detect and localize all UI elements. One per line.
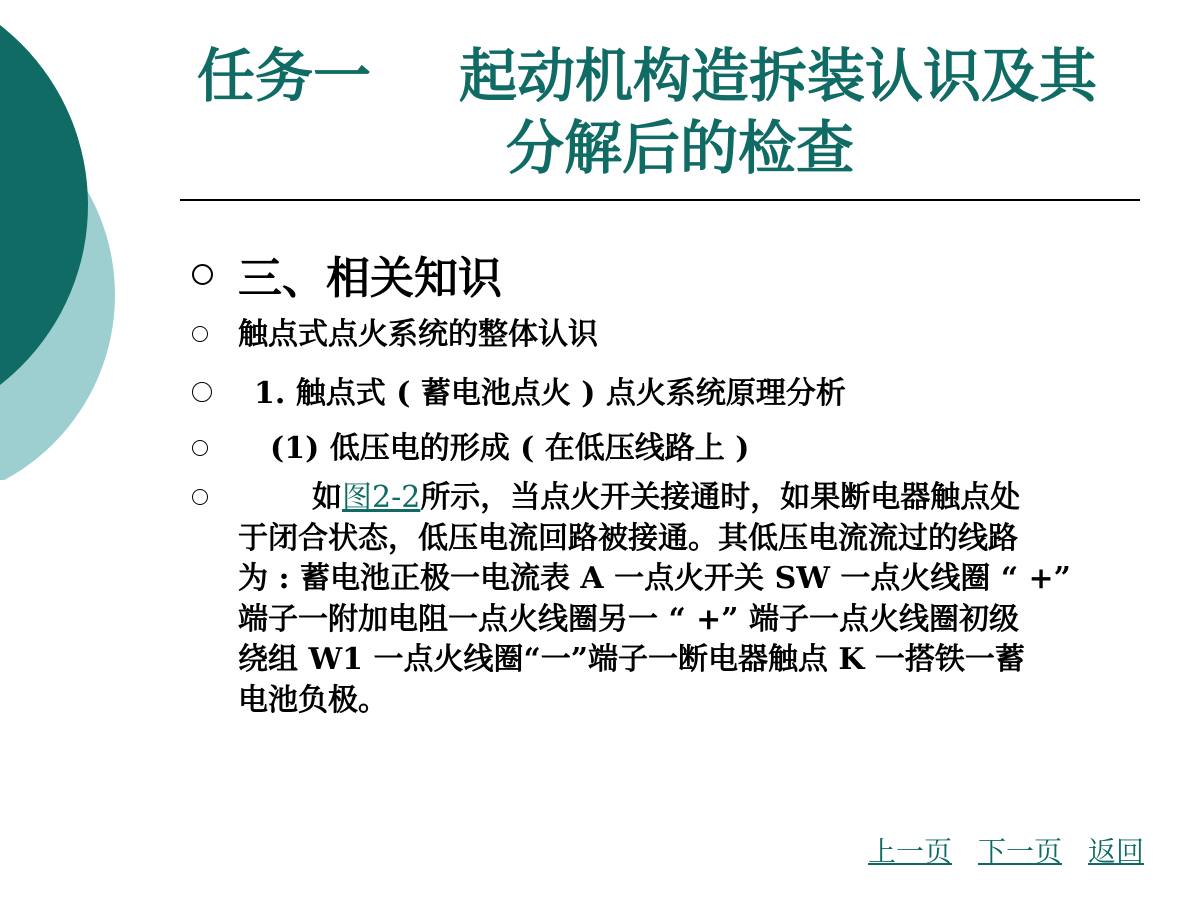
paragraph-line: 电池负极。: [238, 682, 388, 718]
heading-text: 三、相关知识: [238, 253, 502, 304]
bullet-circle-icon: [192, 440, 208, 456]
bullet-heading: [192, 250, 1132, 310]
title-main: 起动机构造拆装认识及其: [459, 42, 1098, 110]
slide-navigation: [868, 834, 1144, 870]
paragraph-line: 于闭合状态，低压电流回路被接通。其低压电流流过的线路: [238, 520, 1018, 556]
back-link[interactable]: 返回: [1087, 835, 1144, 868]
paragraph-prefix: 如: [312, 480, 342, 515]
bullet-paragraph: [192, 478, 1132, 718]
title-line-2: 分解后的检查: [505, 114, 854, 182]
bullet-circle-icon: [192, 382, 212, 402]
bullet-circle-icon: [192, 489, 208, 505]
bullet-item: [192, 375, 1132, 415]
paragraph-line: [238, 478, 1132, 519]
next-page-link[interactable]: 下一页: [977, 835, 1062, 868]
title-line-1: [180, 40, 1140, 112]
bullet-item: [192, 430, 1132, 470]
paragraph-line: 绕组 W1 一点火线圈“一”端子一断电器触点 K 一搭铁一蓄: [238, 642, 1025, 677]
prev-page-link[interactable]: 上一页: [867, 835, 952, 868]
paragraph-line: 端子一附加电阻一点火线圈另一 “ +” 端子一点火线圈初级: [238, 601, 1019, 637]
bullet-circle-icon: [192, 264, 213, 285]
paragraph-line-rest: 所示，当点火开关接通时，如果断电器触点处: [420, 480, 1021, 515]
title-divider: [180, 199, 1140, 201]
paragraph-line: 为 : 蓄电池正极一电流表 A 一点火开关 SW 一点火线圈 “ +”: [238, 561, 1071, 596]
item-text: 1. 触点式 ( 蓄电池点火 ) 点火系统原理分析: [254, 376, 846, 411]
paragraph-text: [238, 478, 1132, 721]
figure-link[interactable]: 图2-2: [342, 480, 421, 515]
title-task: 任务一: [197, 42, 372, 110]
decorative-circles: [0, 0, 200, 480]
item-text: (1) 低压电的形成 ( 在低压线路上 ): [270, 431, 750, 466]
item-text: 触点式点火系统的整体认识: [238, 317, 598, 352]
slide-title: [180, 40, 1140, 184]
bullet-circle-icon: [192, 326, 208, 342]
bullet-item: [192, 316, 1132, 356]
